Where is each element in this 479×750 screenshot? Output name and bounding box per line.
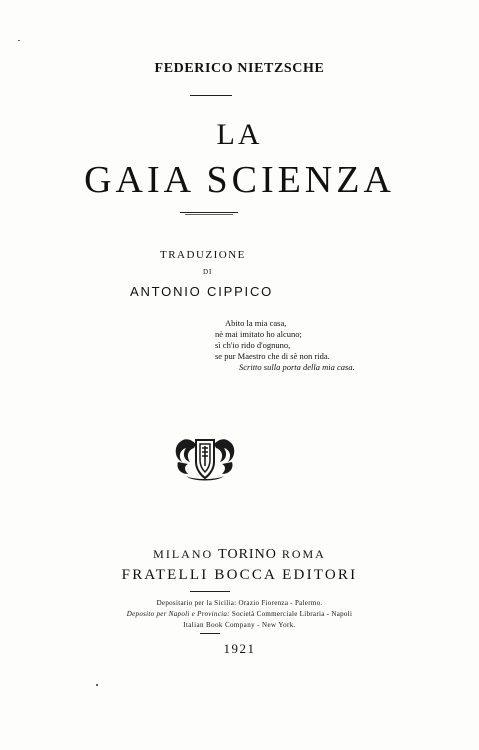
scan-speck: [96, 684, 98, 686]
author-name: FEDERICO NIETZSCHE: [154, 61, 325, 76]
depositary-line-1: Depositario per la Sicilia: Orazio Fiorenza - Palermo.: [156, 599, 323, 607]
epigraph-source: Scritto sulla porta della mia casa.: [239, 362, 355, 372]
epigraph-line: Abito la mia casa,: [225, 318, 287, 328]
depositary-line-3: Italian Book Company - New York.: [183, 621, 296, 629]
scan-speck: [18, 40, 20, 41]
epigraph-line: nè mai imitato ho alcuno;: [215, 329, 302, 339]
epigraph: [215, 318, 355, 373]
divider-rule: [185, 214, 233, 215]
epigraph-line: sì ch'io rido d'ognuno,: [215, 340, 291, 350]
depositary-line-2-rest: Società Commerciale Libraria - Napoli: [231, 610, 353, 618]
publisher-cities: [0, 547, 479, 563]
publication-year: 1921: [223, 641, 256, 656]
title-line-2: GAIA SCIENZA: [84, 159, 395, 201]
translation-label: TRADUZIONE: [160, 249, 246, 261]
translator-name: ANTONIO CIPPICO: [130, 284, 274, 299]
translation-di: DI: [203, 268, 213, 276]
divider-rule: [200, 633, 220, 634]
publisher-emblem-icon: [172, 432, 238, 484]
city-torino: TORINO: [218, 547, 277, 562]
divider-rule: [190, 591, 230, 592]
publisher-name: FRATELLI BOCCA EDITORI: [121, 567, 358, 583]
title-line-1: LA: [216, 118, 263, 151]
depositary-line-2-prefix: Deposito per Napoli e Provincia:: [126, 610, 230, 618]
epigraph-line: se pur Maestro che di sè non rida.: [215, 351, 330, 361]
city-milano: MILANO: [153, 547, 214, 561]
city-roma: ROMA: [281, 547, 326, 561]
divider-rule: [180, 212, 238, 213]
depositary-line-2: [0, 610, 479, 618]
divider-rule: [190, 95, 232, 96]
